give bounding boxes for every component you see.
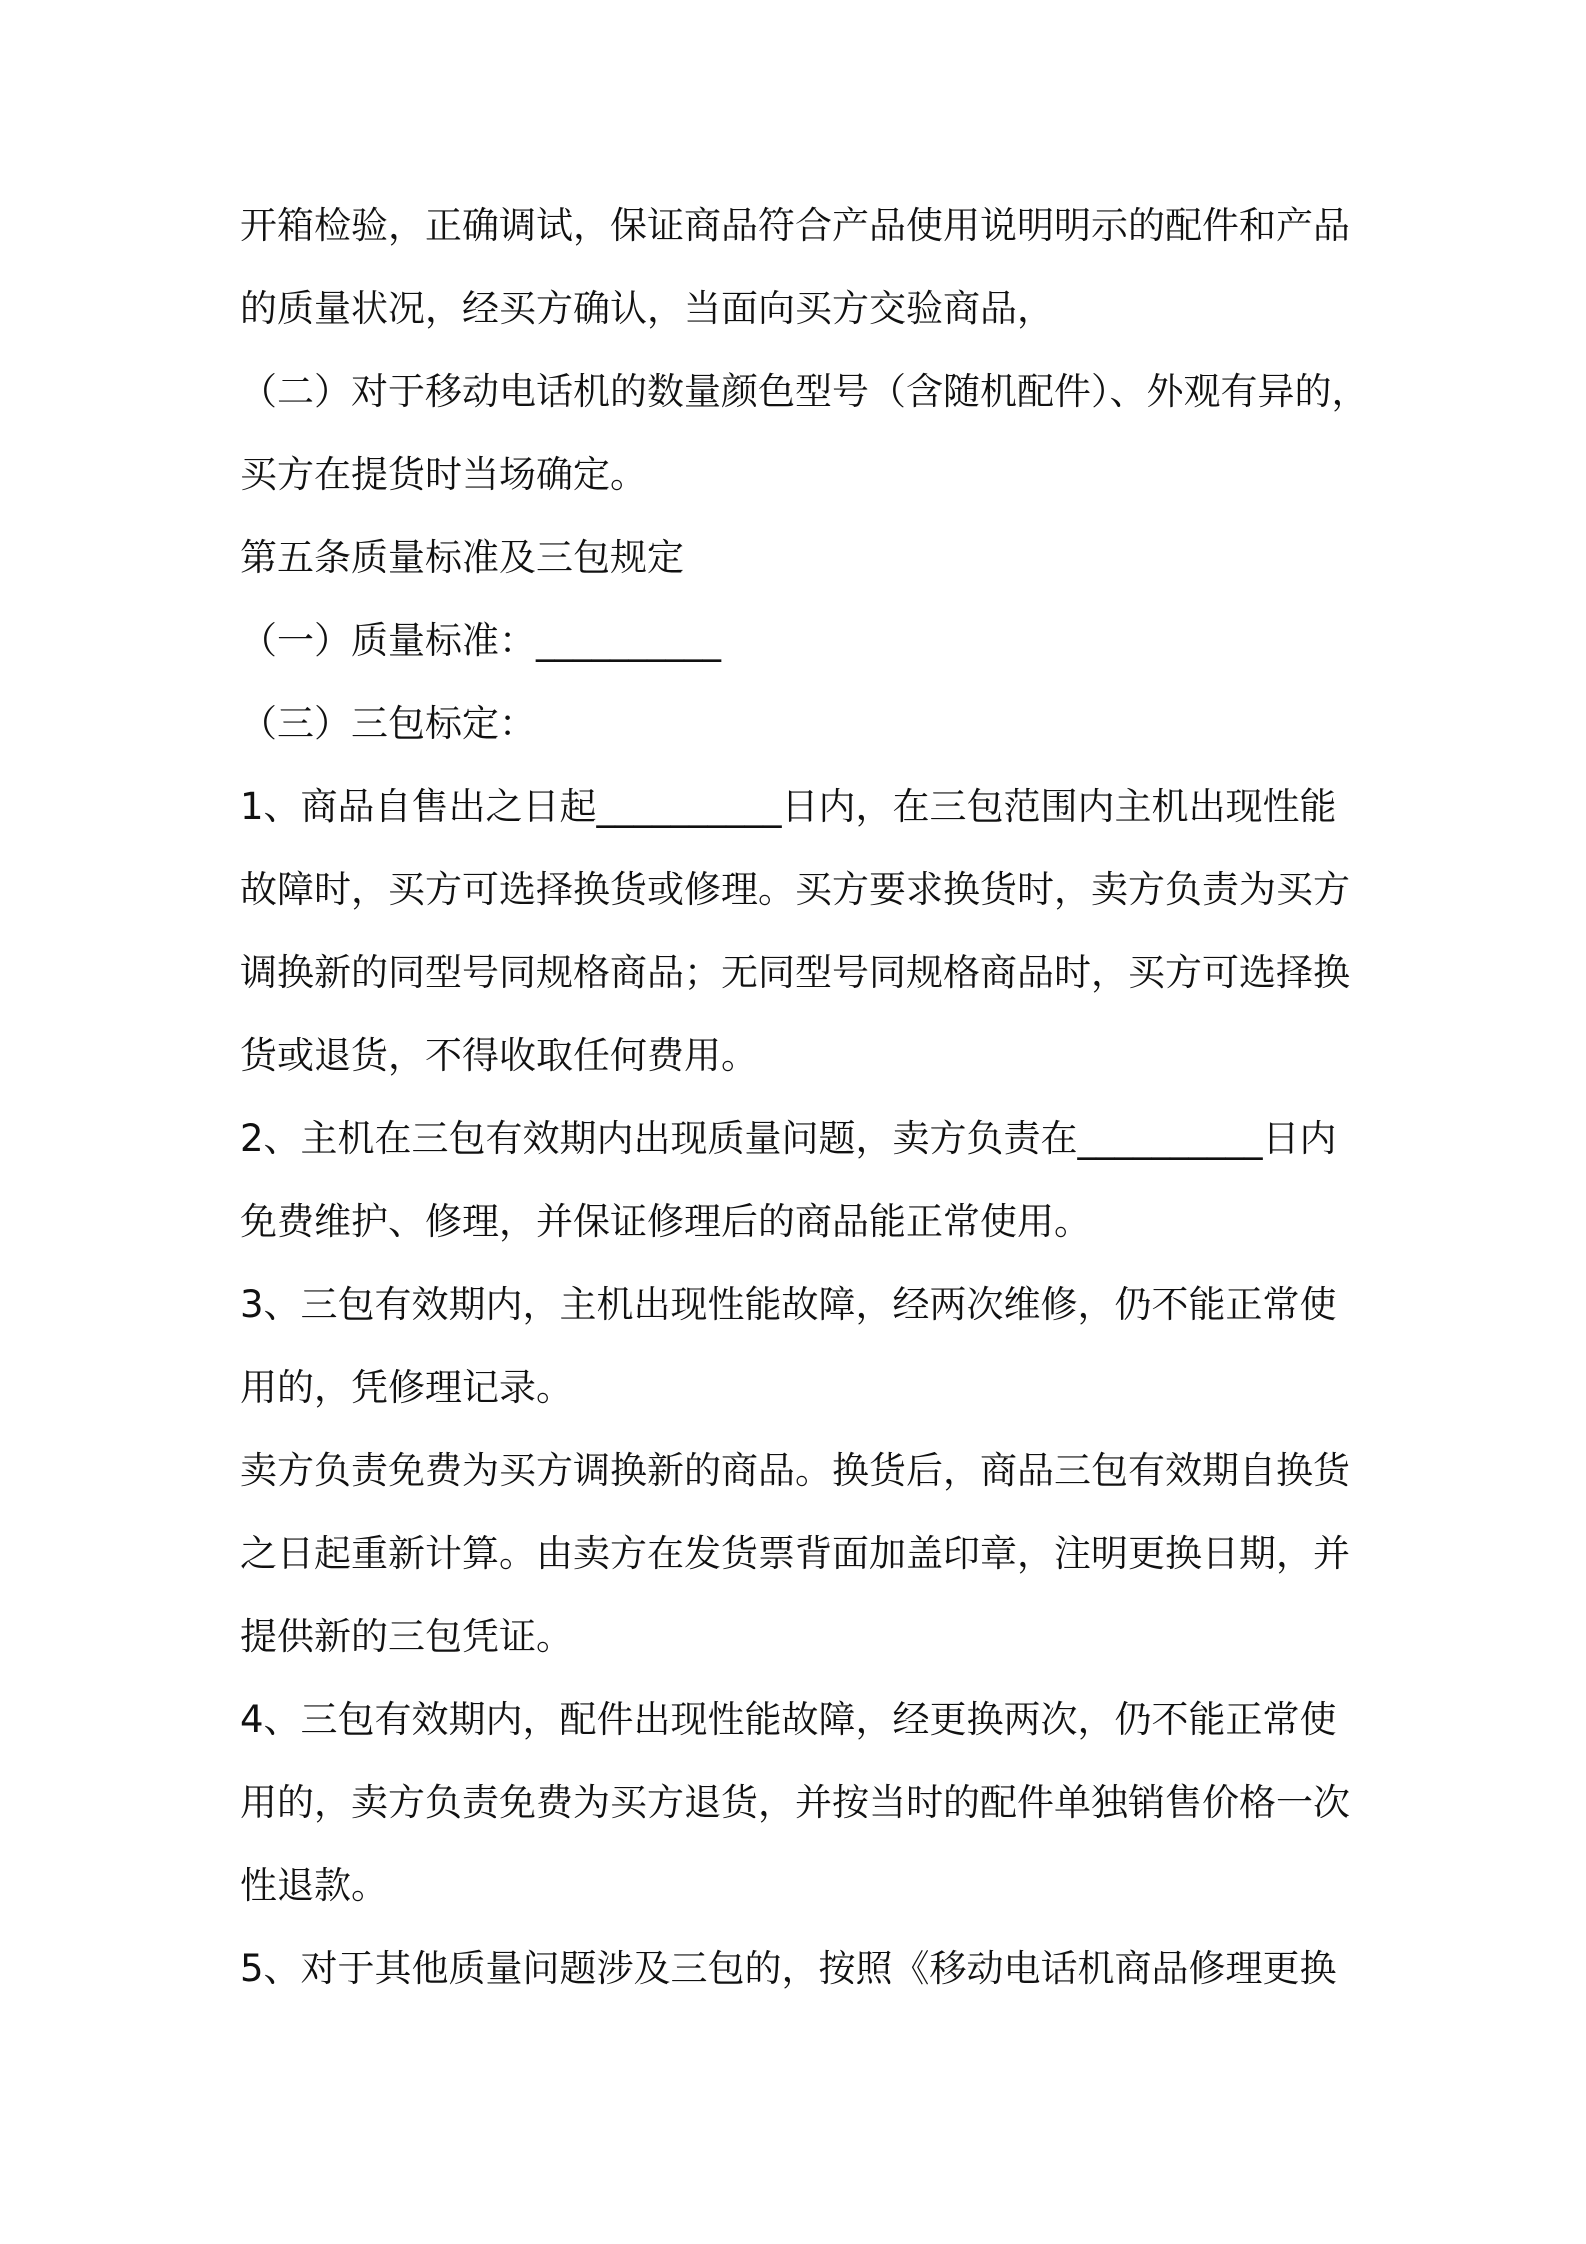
text-line-16: 卖方负责免费为买方调换新的商品。换货后，商品三包有效期自换货 bbox=[240, 1449, 1350, 1492]
text-line-2: 的质量状况，经买方确认，当面向买方交验商品， bbox=[240, 287, 1054, 330]
text-line-22: 5、对于其他质量问题涉及三包的，按照《移动电话机商品修理更换 bbox=[240, 1947, 1337, 1990]
text-line-21: 性退款。 bbox=[240, 1864, 388, 1907]
text-line-13: 免费维护、修理，并保证修理后的商品能正常使用。 bbox=[240, 1200, 1091, 1243]
text-line-9: 故障时，买方可选择换货或修理。买方要求换货时，卖方负责为买方 bbox=[240, 868, 1350, 911]
text-line-18: 提供新的三包凭证。 bbox=[240, 1615, 573, 1658]
text-line-8: 1、商品自售出之日起__________日内，在三包范围内主机出现性能 bbox=[240, 785, 1337, 828]
text-line-10: 调换新的同型号同规格商品；无同型号同规格商品时，买方可选择换 bbox=[240, 951, 1350, 994]
text-line-6: （一）质量标准：__________ bbox=[240, 619, 721, 662]
text-line-7: （三）三包标定： bbox=[240, 702, 536, 745]
text-line-4: 买方在提货时当场确定。 bbox=[240, 453, 647, 496]
text-line-17: 之日起重新计算。由卖方在发货票背面加盖印章，注明更换日期，并 bbox=[240, 1532, 1350, 1575]
text-line-14: 3、三包有效期内，主机出现性能故障，经两次维修，仍不能正常使 bbox=[240, 1283, 1337, 1326]
text-line-20: 用的，卖方负责免费为买方退货，并按当时的配件单独销售价格一次 bbox=[240, 1781, 1350, 1824]
text-line-15: 用的，凭修理记录。 bbox=[240, 1366, 573, 1409]
text-line-3: （二）对于移动电话机的数量颜色型号（含随机配件）、外观有异的， bbox=[240, 370, 1369, 413]
text-line-12: 2、主机在三包有效期内出现质量问题，卖方负责在__________日内 bbox=[240, 1117, 1337, 1160]
section-heading: 第五条质量标准及三包规定 bbox=[240, 536, 684, 579]
text-line-19: 4、三包有效期内，配件出现性能故障，经更换两次，仍不能正常使 bbox=[240, 1698, 1337, 1741]
text-line-1: 开箱检验，正确调试，保证商品符合产品使用说明明示的配件和产品 bbox=[240, 204, 1350, 247]
text-line-11: 货或退货，不得收取任何费用。 bbox=[240, 1034, 758, 1077]
